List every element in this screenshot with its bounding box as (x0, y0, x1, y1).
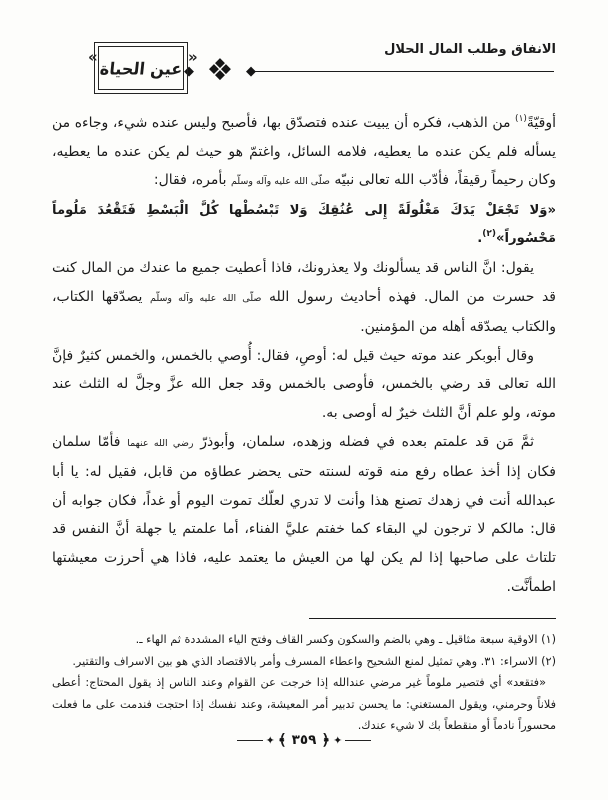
text-run: . (477, 231, 483, 247)
text-run: «وَلا تَجْعَلْ يَدَكَ مَغْلُولَةً إِلى عُنُقِكَ وَلا تَبْسُطْها كُلَّ الْبَسْطِ فَتَقْعُدَ مَلُوماً مَحْسُوراً» (52, 202, 556, 247)
paragraph-4 (52, 428, 556, 602)
header-rule (254, 71, 554, 72)
page-header (52, 38, 556, 100)
page-number: ٣٥٩ (291, 732, 317, 748)
book-logo-cartouche (98, 46, 184, 90)
ornate-paren-close-icon: ﴿ (321, 730, 331, 749)
medallion-ornament-icon: ❖ (206, 53, 234, 88)
footnote-separator (309, 618, 556, 619)
ornate-paren-open-icon: ﴾ (277, 730, 287, 749)
footer-flourish-icon: ✦ (333, 733, 343, 747)
footnote-2-continuation: «فتقعد» أي فتصير ملوماً غير مرضي عندالله إذا خرجت عن القوام وعند الناس إذ يقول المحتاج: أعطى فلاناً وحرمني، ويقول المستغني: ما يحسن تدبير أمر المعيشة، وعند نفسك إذا احتجت فندمت على ما فعلت محسوراً نادماً أو منقطعاً بك لا شيء عندك. (52, 676, 556, 733)
honorific-text: صلّى الله عليه وآله وسلّم (150, 292, 262, 304)
book-logo-text: عين الحياة (98, 58, 184, 78)
footnote-marker: (٢) (482, 229, 496, 240)
text-run: يصدّقها الكتاب، والكتاب يصدّقه أهله من المؤمنين. (52, 288, 556, 336)
diamond-ornament-icon: ◆ (184, 63, 194, 79)
footer-rule-right (345, 740, 371, 741)
footnotes-list (52, 629, 556, 737)
text-run: أوقيّةً (526, 115, 556, 131)
cartouche-bracket-icon: » (88, 48, 98, 66)
paragraph-3 (52, 342, 556, 428)
text-run: ثمَّ مَن قد علمتم بعده في فضله وزهده، سلمان، وأبوذرّ (193, 433, 534, 450)
paragraph-2 (52, 254, 556, 342)
footnote-marker: (١) (515, 114, 527, 124)
footnote-1: (١) الاوقية سبعة مثاقيل ـ وهي بالضم والسكون وكسر القاف وفتح الياء المشددة ثم الهاء ـ. (135, 633, 556, 647)
text-run: بأمره، فقال: (153, 172, 231, 189)
body-text (52, 109, 556, 601)
honorific-text: صلّى الله عليه وآله وسلّم (230, 176, 330, 188)
text-run: يقول: انَّ الناس قد يسألونك ولا يعذرونك، فاذا أعطيت جميع ما عندك من المال كنت قد حسرت من المال. فهذه أحاديث رسول الله (52, 259, 556, 305)
footnote-2: (٢) الاسراء: ٣١. وهي تمثيل لمنع الشحيح واعطاء المسرف وأمر بالاقتصاد الذي هو بين الاسراف والتقتير. (72, 654, 556, 668)
honorific-text: رضي الله عنهما (127, 437, 194, 449)
text-run: فأمّا سلمان فكان إذا أخذ عطاه رفع منه قوته لسنته حتى يحضر عطاؤه من قابل، فقيل له: يا أبا عبدالله أنت في زهدك تصنع هذا وأنت لا تدري لعلّك تموت اليوم أو غداً، فكان جوابه أن قال: مالكم لا ترجون لي البقاء كما خفتم عليَّ الفناء، أما علمتم يا جهلة أنَّ النفس قد تلتاث على صاحبها إذا لم يكن لها من العيش ما يعتمد عليه، فاذا هي أحرزت معيشتها اطمأنَّت. (52, 433, 556, 595)
cartouche-bracket-icon: « (188, 48, 198, 66)
footer-flourish-icon: ✦ (265, 733, 275, 747)
paragraph-continuation (52, 109, 556, 197)
running-header-title: الانفاق وطلب المال الحلال (384, 42, 556, 57)
text-run: من الذهب، فكره أن يبيت عنده فتصدّق بها، فأصبح وليس عنده شيء، وجاءه من يسأله فلم يكن عنده ما يعطيه، فلامه السائل، واغتمّ هو حيث لم يكن عنده ما يعطيه، وكان رحيماً رقيقاً، فأدّب الله تعالى نبيّه (52, 115, 556, 189)
footer-rule-left (237, 740, 263, 741)
text-run: وقال أبوبكر عند موته حيث قيل له: أوصِ، فقال: أُوصي بالخمس، والخمس كثيرٌ فإنَّ الله تعالى قد رضي بالخمس، فأوصى بالخمس وقد جعل الله عزَّ وجلَّ له الثلث عند موته، ولو علم أنَّ الثلث خيرٌ له أوصى به. (52, 347, 556, 421)
quran-verse (52, 197, 556, 254)
diamond-ornament-icon: ◆ (246, 63, 256, 79)
page-footer (0, 732, 608, 748)
